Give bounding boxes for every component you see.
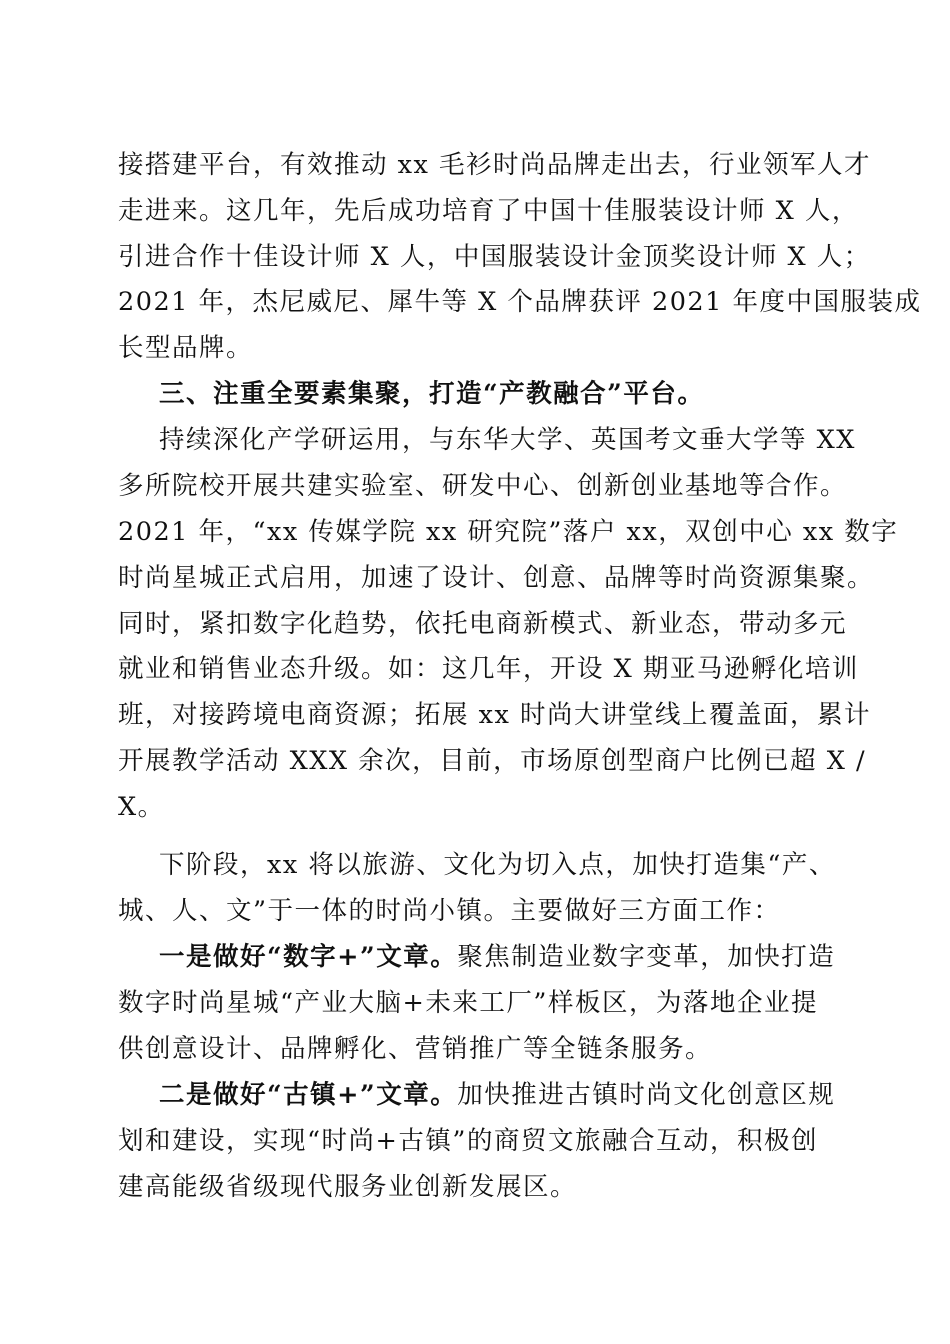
paragraph-2-line-7: 班，对接跨境电商资源；拓展 xx 时尚大讲堂线上覆盖面，累计 — [118, 700, 871, 730]
paragraph-2-line-4: 时尚星城正式启用，加速了设计、创意、品牌等时尚资源集聚。 — [118, 563, 875, 593]
paragraph-5-line-2: 划和建设，实现“时尚+古镇”的商贸文旅融合互动，积极创 — [118, 1126, 818, 1156]
paragraph-4-line-3: 供创意设计、品牌孵化、营销推广等全链条服务。 — [118, 1034, 713, 1064]
paragraph-5-line-3: 建高能级省级现代服务业创新发展区。 — [118, 1172, 578, 1202]
paragraph-1-line-1: 接搭建平台，有效推动 xx 毛衫时尚品牌走出去，行业领军人才 — [118, 150, 871, 180]
paragraph-2-line-6: 就业和销售业态升级。如：这几年，开设 X 期亚马逊孵化培训 — [118, 654, 859, 684]
paragraph-2-line-9: X。 — [118, 792, 165, 822]
paragraph-2-line-8: 开展教学活动 XXX 余次，目前，市场原创型商户比例已超 X / — [118, 746, 867, 776]
paragraph-2-line-3: 2021 年，“xx 传媒学院 xx 研究院”落户 xx，双创中心 xx 数字 — [118, 517, 899, 547]
paragraph-2-line-1: 持续深化产学研运用，与东华大学、英国考文垂大学等 XX — [159, 425, 856, 455]
paragraph-4-line-1 — [159, 939, 879, 975]
paragraph-2-line-2: 多所院校开展共建实验室、研发中心、创新创业基地等合作。 — [118, 471, 848, 501]
paragraph-3-line-1: 下阶段，xx 将以旅游、文化为切入点，加快打造集“产、 — [159, 850, 836, 880]
section-heading-3: 三、注重全要素集聚，打造“产教融合”平台。 — [159, 379, 705, 409]
paragraph-4-line-1-rest: 聚焦制造业数字变革，加快打造 — [457, 942, 836, 972]
paragraph-3-line-2: 城、人、文”于一体的时尚小镇。主要做好三方面工作： — [118, 896, 781, 926]
paragraph-1-line-3: 引进合作十佳设计师 X 人，中国服装设计金顶奖设计师 X 人； — [118, 242, 871, 272]
paragraph-4-line-2: 数字时尚星城“产业大脑+未来工厂”样板区，为落地企业提 — [118, 988, 818, 1018]
paragraph-1-line-2: 走进来。这几年，先后成功培育了中国十佳服装设计师 X 人， — [118, 196, 859, 226]
paragraph-1-line-4: 2021 年，杰尼威尼、犀牛等 X 个品牌获评 2021 年度中国服装成 — [118, 287, 922, 317]
paragraph-5-line-1-rest: 加快推进古镇时尚文化创意区规 — [457, 1080, 836, 1110]
paragraph-1-line-5: 长型品牌。 — [118, 333, 254, 363]
paragraph-5-line-1 — [159, 1077, 879, 1113]
paragraph-2-line-5: 同时，紧扣数字化趋势，依托电商新模式、新业态，带动多元 — [118, 609, 848, 639]
paragraph-5-lead: 二是做好“古镇+”文章。 — [159, 1080, 458, 1110]
paragraph-4-lead: 一是做好“数字+”文章。 — [159, 942, 458, 972]
